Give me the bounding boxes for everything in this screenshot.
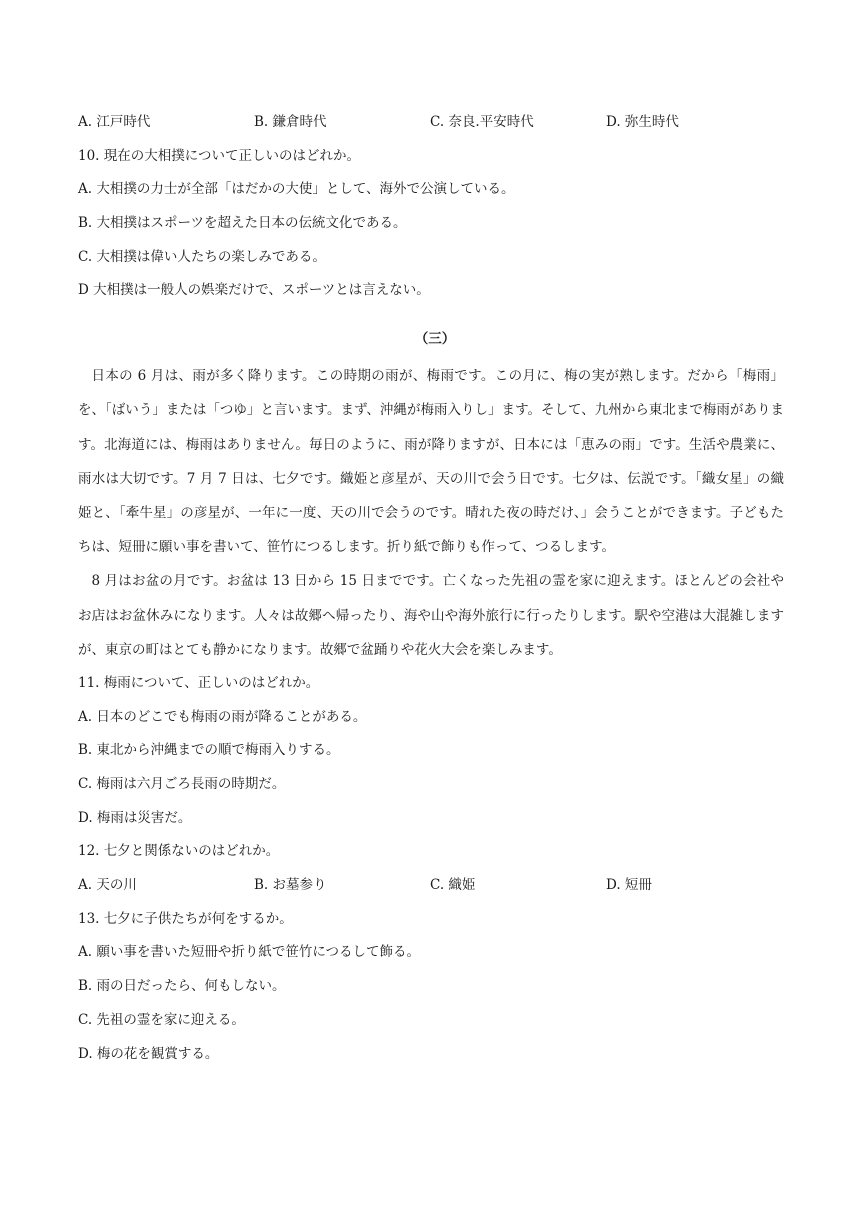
q10-option-b: B. 大相撲はスポーツを超えた日本の伝統文化である。 bbox=[78, 215, 407, 232]
q9-option-d: D. 弥生時代 bbox=[606, 114, 679, 130]
exam-page bbox=[78, 106, 784, 1071]
q11-question: 11. 梅雨について、正しいのはどれか。 bbox=[78, 674, 320, 691]
reading-paragraph-1: 日本の 6 月は、雨が多く降ります。この時期の雨が、梅雨です。この月に、梅の実が熟します。だから「梅雨」を、「ばいう」または「つゆ」と言います。まず、沖縄が梅雨入りし」ます。そして、九州から東北まで梅雨があります。北海道には、梅雨はありません。毎日のように、雨が降りますが、日本には「恵みの雨」です。生活や農業に、雨水は大切です。7 月 7 日は、七夕です。織姫と彦星が、天の川で会う日です。七夕は、伝説です。「織女星」の織姫と、「牽牛星」の彦星が、一年に一度、天の川で会うのです。晴れた夜の時だけ、」会うことができます。子どもたちは、短冊に願い事を書いて、笹竹につるします。折り紙で飾りも作って、つるします。 bbox=[78, 368, 784, 556]
q11-option-d: D. 梅雨は災害だ。 bbox=[78, 809, 192, 826]
section-title: （三） bbox=[414, 331, 456, 348]
q12-option-d: D. 短冊 bbox=[606, 877, 652, 894]
q12-option-b: B. お墓参り bbox=[254, 877, 327, 894]
q13-option-a: A. 願い事を書いた短冊や折り紙で笹竹につるして飾る。 bbox=[78, 944, 421, 961]
q13-question: 13. 七夕に子供たちが何をするか。 bbox=[78, 910, 293, 927]
q13-option-b: B. 雨の日だったら、何もしない。 bbox=[78, 978, 286, 995]
q13-option-d: D. 梅の花を観賞する。 bbox=[78, 1045, 219, 1062]
q10-option-a: A. 大相撲の力士が全部「はだかの大使」として、海外で公演している。 bbox=[78, 181, 515, 198]
q11-option-b: B. 東北から沖縄までの順で梅雨入りする。 bbox=[78, 742, 340, 759]
q10-question: 10. 現在の大相撲について正しいのはどれか。 bbox=[78, 147, 360, 164]
q12-options bbox=[78, 869, 784, 903]
q9-option-b: B. 鎌倉時代 bbox=[254, 114, 327, 130]
q9-option-a: A. 江戸時代 bbox=[78, 114, 151, 130]
q12-option-c: C. 織姫 bbox=[430, 877, 476, 894]
q9-option-c: C. 奈良.平安時代 bbox=[430, 114, 534, 130]
reading-paragraph-2: 8 月はお盆の月です。お盆は 13 日から 15 日までです。亡くなった先祖の霊を家に迎えます。ほとんどの会社やお店はお盆休みになります。人々は故郷へ帰ったり、海や山や海外旅行に行ったりします。駅や空港は大混雑しますが、東京の町はとても静かになります。故郷で盆踊りや花火大会を楽しみます。 bbox=[78, 573, 784, 658]
q11-option-a: A. 日本のどこでも梅雨の雨が降ることがある。 bbox=[78, 708, 367, 725]
q10-option-d: D 大相撲は一般人の娯楽だけで、スポーツとは言えない。 bbox=[78, 282, 430, 299]
q10-option-c: C. 大相撲は偉い人たちの楽しみである。 bbox=[78, 248, 326, 265]
q13-option-c: C. 先祖の霊を家に迎える。 bbox=[78, 1011, 245, 1028]
q11-option-c: C. 梅雨は六月ごろ長雨の時期だ。 bbox=[78, 776, 286, 793]
q9-options bbox=[78, 106, 784, 140]
q12-option-a: A. 天の川 bbox=[78, 877, 137, 894]
q12-question: 12. 七夕と関係ないのはどれか。 bbox=[78, 843, 280, 860]
